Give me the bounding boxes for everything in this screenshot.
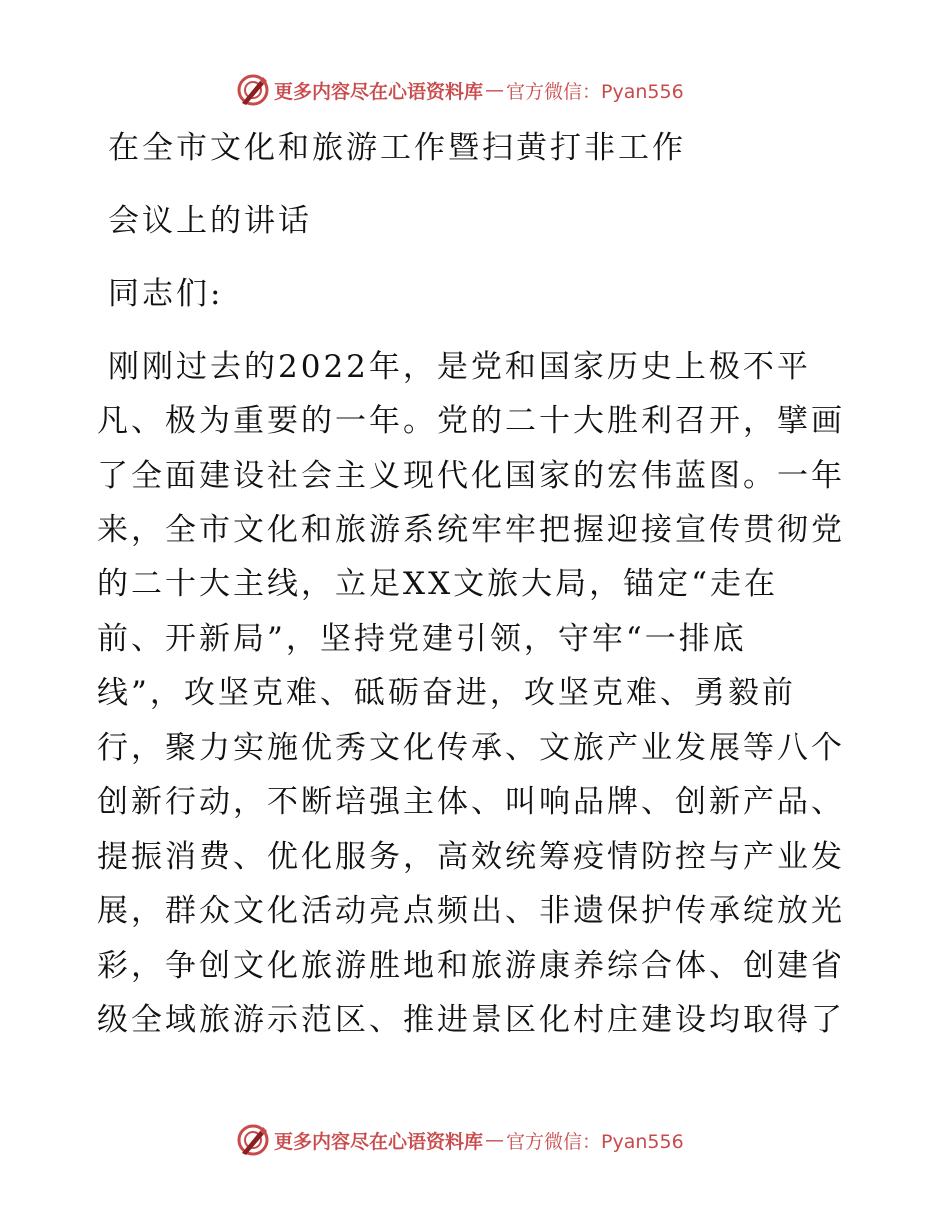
watermark-banner-top xyxy=(236,72,716,108)
watermark-main-text: 更多内容尽在心语资料库 xyxy=(274,1130,484,1153)
body-line: 了全面建设社会主义现代化国家的宏伟蓝图。一年 xyxy=(97,458,845,494)
watermark-main-text: 更多内容尽在心语资料库 xyxy=(274,80,484,103)
pen-logo-icon xyxy=(236,1123,270,1157)
body-line: 彩，争创文化旅游胜地和旅游康养综合体、创建省 xyxy=(97,948,845,984)
body-line: 展，群众文化活动亮点频出、非遗保护传承绽放光 xyxy=(97,893,845,929)
title-line-1: 在全市文化和旅游工作暨扫黄打非工作 xyxy=(108,130,686,166)
title-line-2: 会议上的讲话 xyxy=(108,203,312,239)
body-line: 线”，攻坚克难、砥砺奋进，攻坚克难、勇毅前 xyxy=(97,675,796,711)
body-line: 提振消费、优化服务，高效统筹疫情防控与产业发 xyxy=(97,839,845,875)
pen-logo-icon xyxy=(236,73,270,107)
watermark-separator: — xyxy=(485,79,505,101)
watermark-wechat-text: 官方微信：Pyan556 xyxy=(506,80,684,103)
body-line: 刚刚过去的2022年，是党和国家历史上极不平 xyxy=(108,349,811,385)
body-line: 创新行动，不断培强主体、叫响品牌、创新产品、 xyxy=(97,784,845,820)
body-line: 来，全市文化和旅游系统牢牢把握迎接宣传贯彻党 xyxy=(97,512,845,548)
watermark-wechat-text: 官方微信：Pyan556 xyxy=(506,1130,684,1153)
watermark-separator: — xyxy=(485,1129,505,1151)
body-line: 凡、极为重要的一年。党的二十大胜利召开，擘画 xyxy=(97,403,845,439)
body-line: 级全域旅游示范区、推进景区化村庄建设均取得了 xyxy=(97,1002,845,1038)
salutation: 同志们: xyxy=(108,276,224,312)
watermark-banner-bottom xyxy=(236,1122,716,1158)
body-line: 前、开新局”，坚持党建引领，守牢“一排底 xyxy=(97,621,747,657)
body-line: 行，聚力实施优秀文化传承、文旅产业发展等八个 xyxy=(97,730,845,766)
body-line: 的二十大主线，立足XX文旅大局，锚定“走在 xyxy=(97,566,778,602)
